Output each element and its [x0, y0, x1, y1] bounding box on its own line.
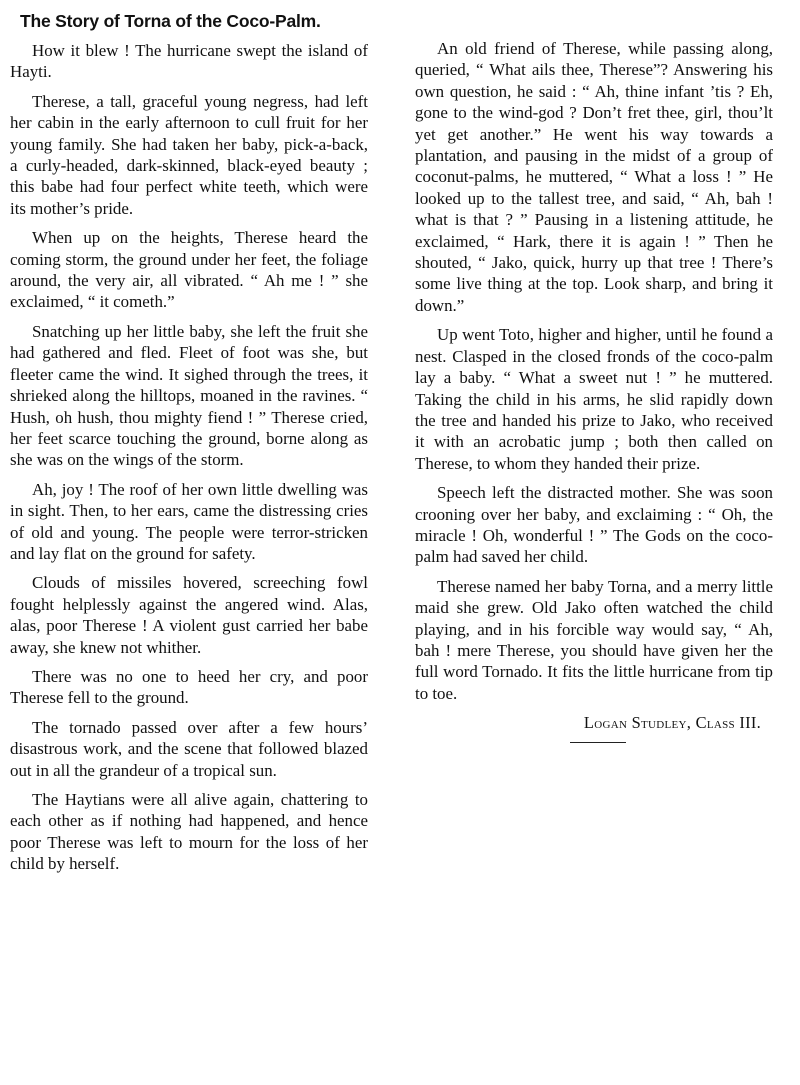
paragraph: When up on the heights, Therese heard the coming storm, the ground under her feet, the foliage around, the very air, all vibrated. “ Ah me ! ” she exclaimed, “ it cometh.” — [10, 228, 368, 312]
paragraph: Speech left the distracted mother. She was soon crooning over her baby, and exclaiming : “ Oh, the miracle ! Oh, wonderful ! ” The Gods on the coco-palm had saved her child. — [415, 483, 773, 567]
story-title: The Story of Torna of the Coco-Palm. — [20, 11, 321, 31]
paragraph: Up went Toto, higher and higher, until he found a nest. Clasped in the closed fronds of the coco-palm lay a baby. “ What a sweet nut ! ” he muttered. Taking the child in his arms, he slid rapidly down the tree and handed his prize to Jako, who received it with an acrobatic jump ; both then called on Therese, to whom they handed their prize. — [415, 325, 773, 473]
paragraph: Therese, a tall, graceful young negress, had left her cabin in the early afternoon to cull fruit for her young family. She had taken her baby, pick-a-back, a curly-headed, dark-skinned, black-eyed beauty ; this babe had four perfect white teeth, which were its mother’s pride. — [10, 91, 368, 218]
paragraph: Clouds of missiles hovered, screeching fowl fought helplessly against the angered wind. Alas, alas, poor Therese ! A violent gust carried her babe away, she knew not whither. — [10, 573, 368, 657]
paragraph: Snatching up her little baby, she left the fruit she had gathered and fled. Fleet of foot was she, but fleeter came the wind. It sighed through the trees, it shrieked along the hilltops, moaned in the ravines. “ Hush, oh hush, thou mighty fiend ! ” Therese cried, her feet scarce touching the ground, borne along as she was on the wings of the storm. — [10, 321, 368, 470]
right-column — [415, 38, 773, 743]
paragraph: There was no one to heed her cry, and poor Therese fell to the ground. — [10, 666, 368, 708]
author-signature: Logan Studley, Class III. — [583, 713, 761, 733]
paragraph: The Haytians were all alive again, chattering to each other as if nothing had happened, and hence poor Therese was left to mourn for the loss of her child by herself. — [10, 790, 368, 874]
paragraph: Ah, joy ! The roof of her own little dwelling was in sight. Then, to her ears, came the distressing cries of old and young. The people were terror-stricken and lay flat on the ground for safety. — [10, 479, 368, 563]
paragraph: Therese named her baby Torna, and a merry little maid she grew. Old Jako often watched the child playing, and in his forcible way would say, “ Ah, bah ! mere Therese, you should have given her the full word Tornado. It fits the little hurricane from tip to toe. — [415, 576, 773, 703]
paragraph: How it blew ! The hurricane swept the island of Hayti. — [10, 41, 368, 82]
closing-divider — [570, 742, 626, 743]
paragraph: The tornado passed over after a few hours’ disastrous work, and the scene that followed blazed out in all the grandeur of a tropical sun. — [10, 717, 368, 780]
paragraph: An old friend of Therese, while passing along, queried, “ What ails thee, Therese”? Answering his own question, he said : “ Ah, thine infant ’tis ? Eh, gone to the wind-god ? Don’t fret thee, girl, thou’lt yet get another.” He went his way towards a plantation, and pausing in the midst of a group of coconut-palms, he muttered, “ What a loss ! ” He looked up to the tallest tree, and said, “ Ah, bah ! what is that ? ” Pausing in a listening attitude, he exclaimed, “ Hark, there it is again ! ” Then he shouted, “ Jako, quick, hurry up that tree ! There’s some live thing at the top. Look sharp, and bring it down.” — [415, 39, 773, 315]
left-column — [10, 40, 368, 883]
